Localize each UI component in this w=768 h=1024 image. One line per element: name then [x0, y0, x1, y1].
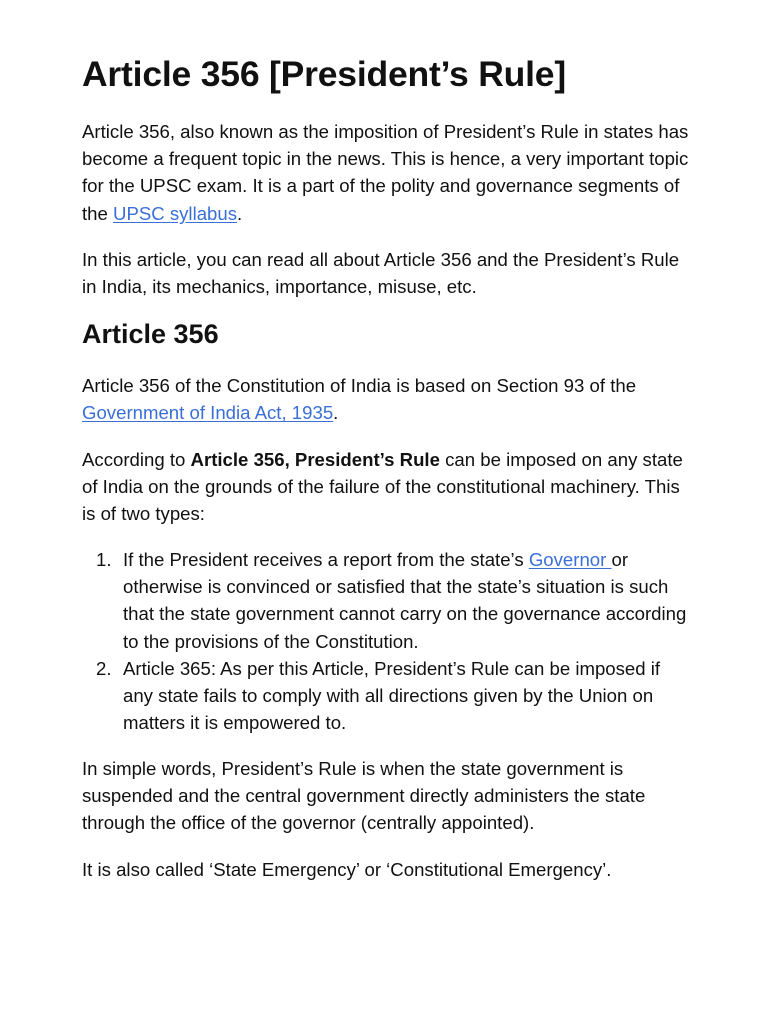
intro-text-end: . — [237, 202, 243, 224]
page-title: Article 356 [President’s Rule] — [82, 54, 566, 94]
intro-paragraph-2: In this article, you can read all about Article 356 and the President’s Rule in India, its mechanics, importance, misuse, etc. — [82, 249, 680, 298]
list-number: 2. — [96, 657, 112, 679]
basis-text: Article 356 of the Constitution of India is based on Section 93 of the — [82, 375, 637, 396]
list-item-text: Article 365: As per this Article, President’s Rule can be imposed if any state fails to comply with all directions given by the Union on matters it is empowered to. — [123, 657, 661, 734]
list-item-text-end: or otherwise is convinced or satisfied that the state’s situation is such that the state government cannot carry on the governance according to the provisions of the Constitution. — [123, 549, 687, 652]
list-number: 1. — [96, 549, 112, 570]
list-item — [82, 655, 692, 737]
types-text: According to — [82, 449, 191, 470]
list-item-text: If the President receives a report from the state’s — [123, 549, 529, 570]
types-list — [82, 546, 692, 736]
alias-paragraph: It is also called ‘State Emergency’ or ‘Constitutional Emergency’. — [82, 859, 612, 880]
government-of-india-act-link[interactable]: Government of India Act, 1935 — [82, 402, 334, 424]
types-text-end: can be imposed on any state of India on the grounds of the failure of the constitutional machinery. This is of two types: — [82, 449, 683, 525]
intro-text: Article 356, also known as the imposition of President’s Rule in states has become a frequent topic in the news. This is hence, a very important topic for the UPSC exam. It is a part of the polity and governance segments of the — [82, 121, 689, 224]
upsc-syllabus-link[interactable]: UPSC syllabus — [113, 202, 238, 224]
simple-words-paragraph: In simple words, President’s Rule is when the state government is suspended and the central government directly administers the state through the office of the governor (centrally appointed). — [82, 758, 646, 834]
list-item — [82, 546, 692, 655]
basis-text-end: . — [333, 402, 339, 424]
basis-paragraph — [82, 372, 692, 426]
governor-link[interactable]: Governor — [528, 549, 612, 570]
intro-paragraph — [82, 118, 692, 227]
types-paragraph — [82, 446, 692, 528]
types-bold-text: Article 356, President’s Rule — [190, 449, 440, 470]
section-heading-article-356: Article 356 — [82, 319, 219, 349]
